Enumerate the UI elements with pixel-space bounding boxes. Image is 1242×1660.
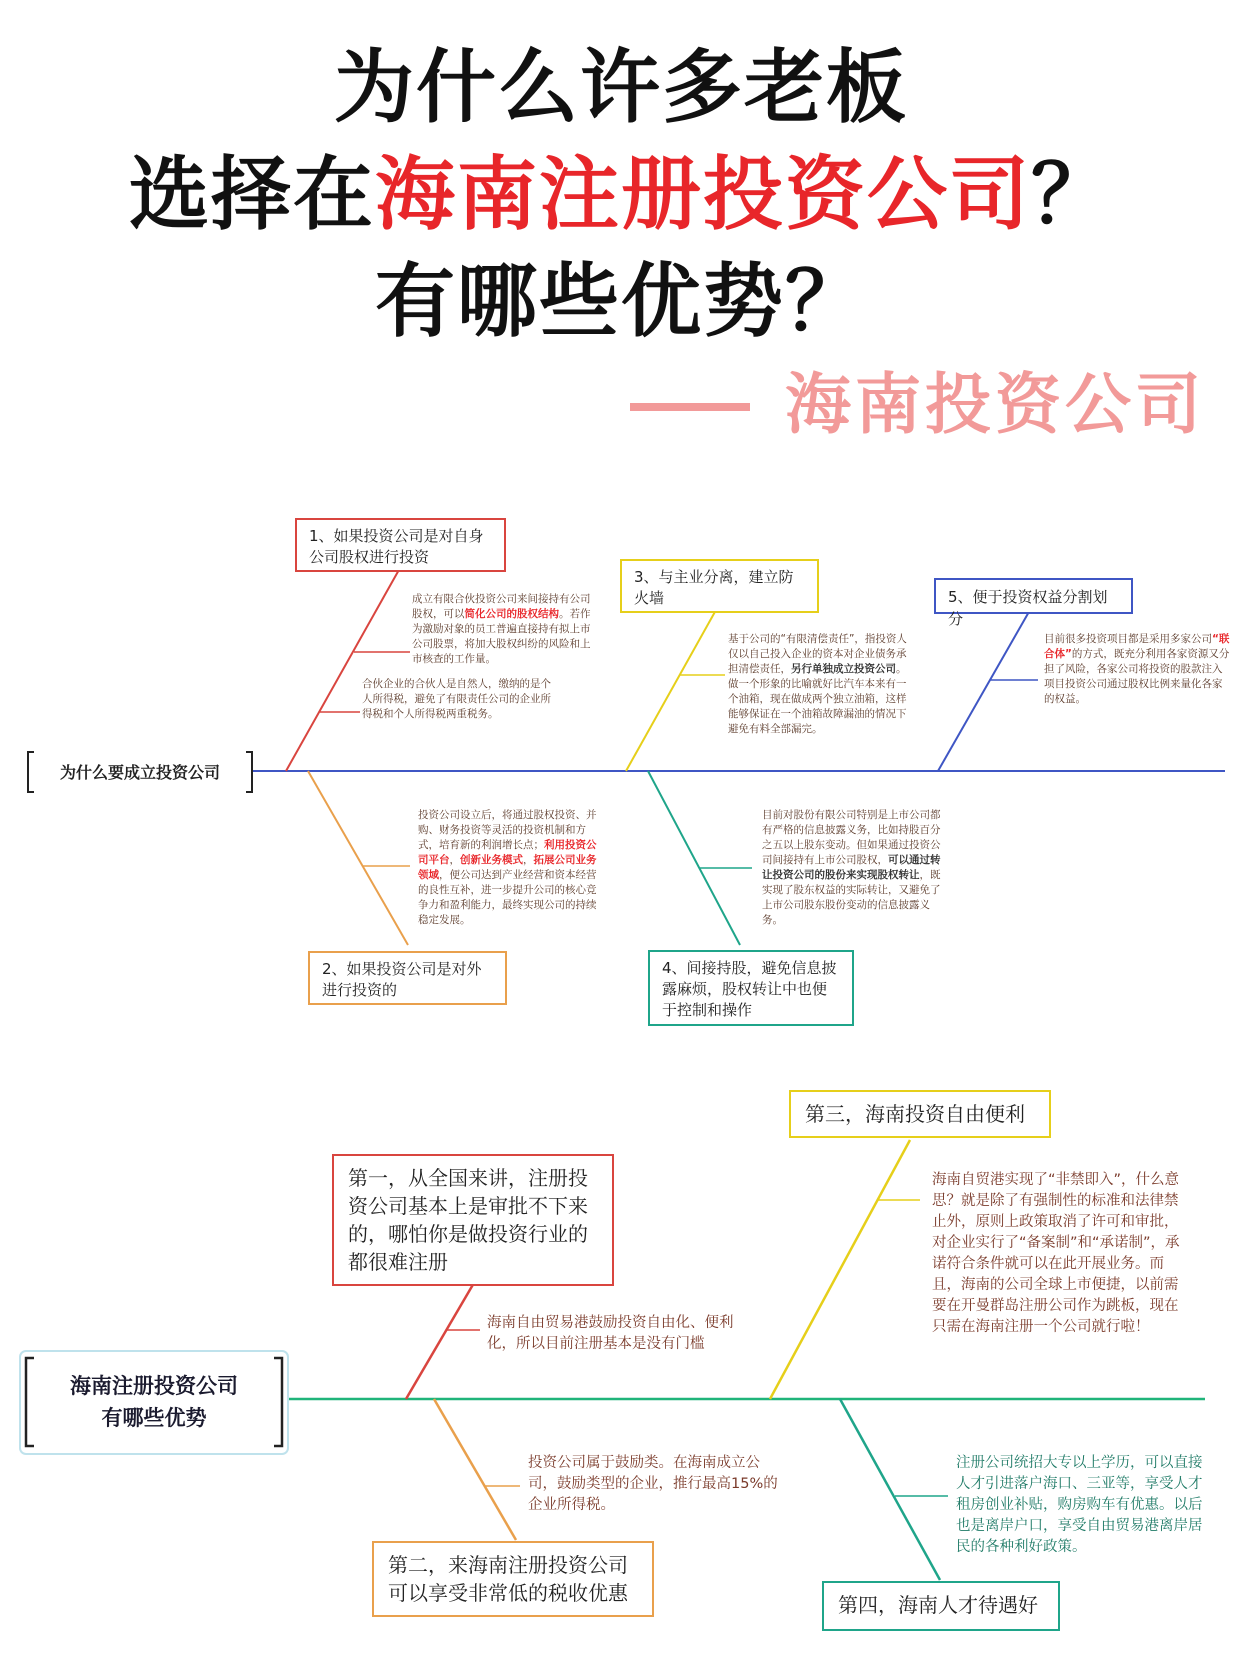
d2-branch2-line xyxy=(434,1399,516,1540)
d1-branch4-title: 4、间接持股，避免信息披露麻烦，股权转让中也便于控制和操作 xyxy=(648,950,854,1026)
d1-branch1-note1: 成立有限合伙投资公司来间接持有公司股权，可以简化公司的股权结构。若作为激励对象的员工普遍直接持有拟上市公司股票，将加大股权纠纷的风险和上市核查的工作量。 xyxy=(412,593,591,665)
d2-branch2-title: 第二，来海南注册投资公司可以享受非常低的税收优惠 xyxy=(372,1541,654,1617)
d1-branch1-line xyxy=(286,568,400,771)
d1-branch5-note: 目前很多投资项目都是采用多家公司“联合体”的方式，既充分利用各家资源又分担了风险，各家公司将投资的股款注入项目投资公司通过股权比例来量化各家的权益。 xyxy=(1044,633,1230,705)
d1-branch2-title: 2、如果投资公司是对外进行投资的 xyxy=(308,951,507,1005)
d1-branch3-title: 3、与主业分离，建立防火墙 xyxy=(620,559,819,613)
d1-branch3-line xyxy=(626,610,716,771)
d2-root-bracket-left xyxy=(26,1358,34,1446)
d1-branch4-line xyxy=(648,771,740,945)
title-line-1: 为什么许多老板 xyxy=(334,41,908,134)
d2-branch3-note: 海南自贸港实现了“非禁即入”，什么意思？就是除了有强制性的标准和法律禁止外，原则上政策取消了许可和审批，对企业实行了“备案制”和“承诺制”，承诺符合条件就可以在此开展业务。而且，海南的公司全球上市便捷，以前需要在开曼群岛注册公司作为跳板，现在只需在海南注册一个公司就行啦！ xyxy=(932,1172,1180,1335)
d1-root: 为什么要成立投资公司 xyxy=(59,763,220,782)
d1-branch3-note: 基于公司的“有限清偿责任”，指投资人仅以自己投入企业的资本对企业债务承担清偿责任，另行单独成立投资公司。做一个形象的比喻就好比汽车本来有一个油箱，现在做成两个独立油箱，这样能够保证在一个油箱故障漏油的情况下避免有料全部漏完。 xyxy=(728,633,907,735)
d2-branch1-title: 第一，从全国来讲，注册投资公司基本上是审批不下来的，哪怕你是做投资行业的都很难注册 xyxy=(332,1154,614,1286)
title-line-2-suffix: ？ xyxy=(1031,148,1113,241)
d2-branch3-line xyxy=(770,1140,910,1399)
d2-branch4-note: 注册公司统招大专以上学历，可以直接人才引进落户海口、三亚等，享受人才租房创业补贴，购房购车有优惠。以后也是离岸户口，享受自由贸易港离岸居民的各种利好政策。 xyxy=(956,1455,1203,1555)
d2-branch1-line xyxy=(406,1276,478,1399)
d2-root-bracket-right xyxy=(274,1358,282,1446)
title-line-2-prefix: 选择在 xyxy=(129,148,375,241)
title-line-3: 有哪些优势？ xyxy=(375,255,867,348)
d1-branch1-note2: 合伙企业的合伙人是自然人，缴纳的是个人所得税，避免了有限责任公司的企业所得税和个人所得税两重税务。 xyxy=(362,678,551,720)
d2-root xyxy=(34,1364,274,1440)
d2-root-line1: 海南注册投资公司 xyxy=(70,1374,238,1398)
d1-root-bracket-right xyxy=(246,752,252,792)
d1-branch5-title: 5、便于投资权益分割划分 xyxy=(934,578,1133,614)
d2-branch1-note: 海南自由贸易港鼓励投资自由化、便利化，所以目前注册基本是没有门槛 xyxy=(487,1315,734,1352)
d2-branch2-note: 投资公司属于鼓励类。在海南成立公司，鼓励类型的企业，推行最高15%的企业所得税。 xyxy=(528,1455,778,1513)
d1-branch2-note: 投资公司设立后，将通过股权投资、并购、财务投资等灵活的投资机制和方式，培育新的利润增长点；利用投资公司平台，创新业务模式，拓展公司业务领域，便公司达到产业经营和资本经营的良性互补，进一步提升公司的核心竞争力和盈利能力，最终实现公司的持续稳定发展。 xyxy=(418,809,597,926)
d2-branch3-title: 第三，海南投资自由便利 xyxy=(789,1090,1051,1138)
title-line-2-highlight: 海南注册投资公司 xyxy=(375,148,1031,241)
d1-branch2-line xyxy=(308,771,408,945)
d2-branch4-line xyxy=(840,1399,940,1580)
d2-branch4-title: 第四，海南人才待遇好 xyxy=(822,1581,1060,1631)
subtitle: 海南投资公司 xyxy=(785,366,1205,443)
d1-branch1-title: 1、如果投资公司是对自身公司股权进行投资 xyxy=(295,518,506,572)
d1-branch5-line xyxy=(938,610,1030,771)
d1-branch4-note: 目前对股份有限公司特别是上市公司都有严格的信息披露义务，比如持股百分之五以上股东变动。但如果通过投资公司间接持有上市公司股权，可以通过转让投资公司的股份来实现股权转让，既实现了股东权益的实际转让，又避免了上市公司股东股份变动的信息披露义务。 xyxy=(762,809,941,926)
d2-root-line2: 有哪些优势 xyxy=(101,1406,207,1430)
